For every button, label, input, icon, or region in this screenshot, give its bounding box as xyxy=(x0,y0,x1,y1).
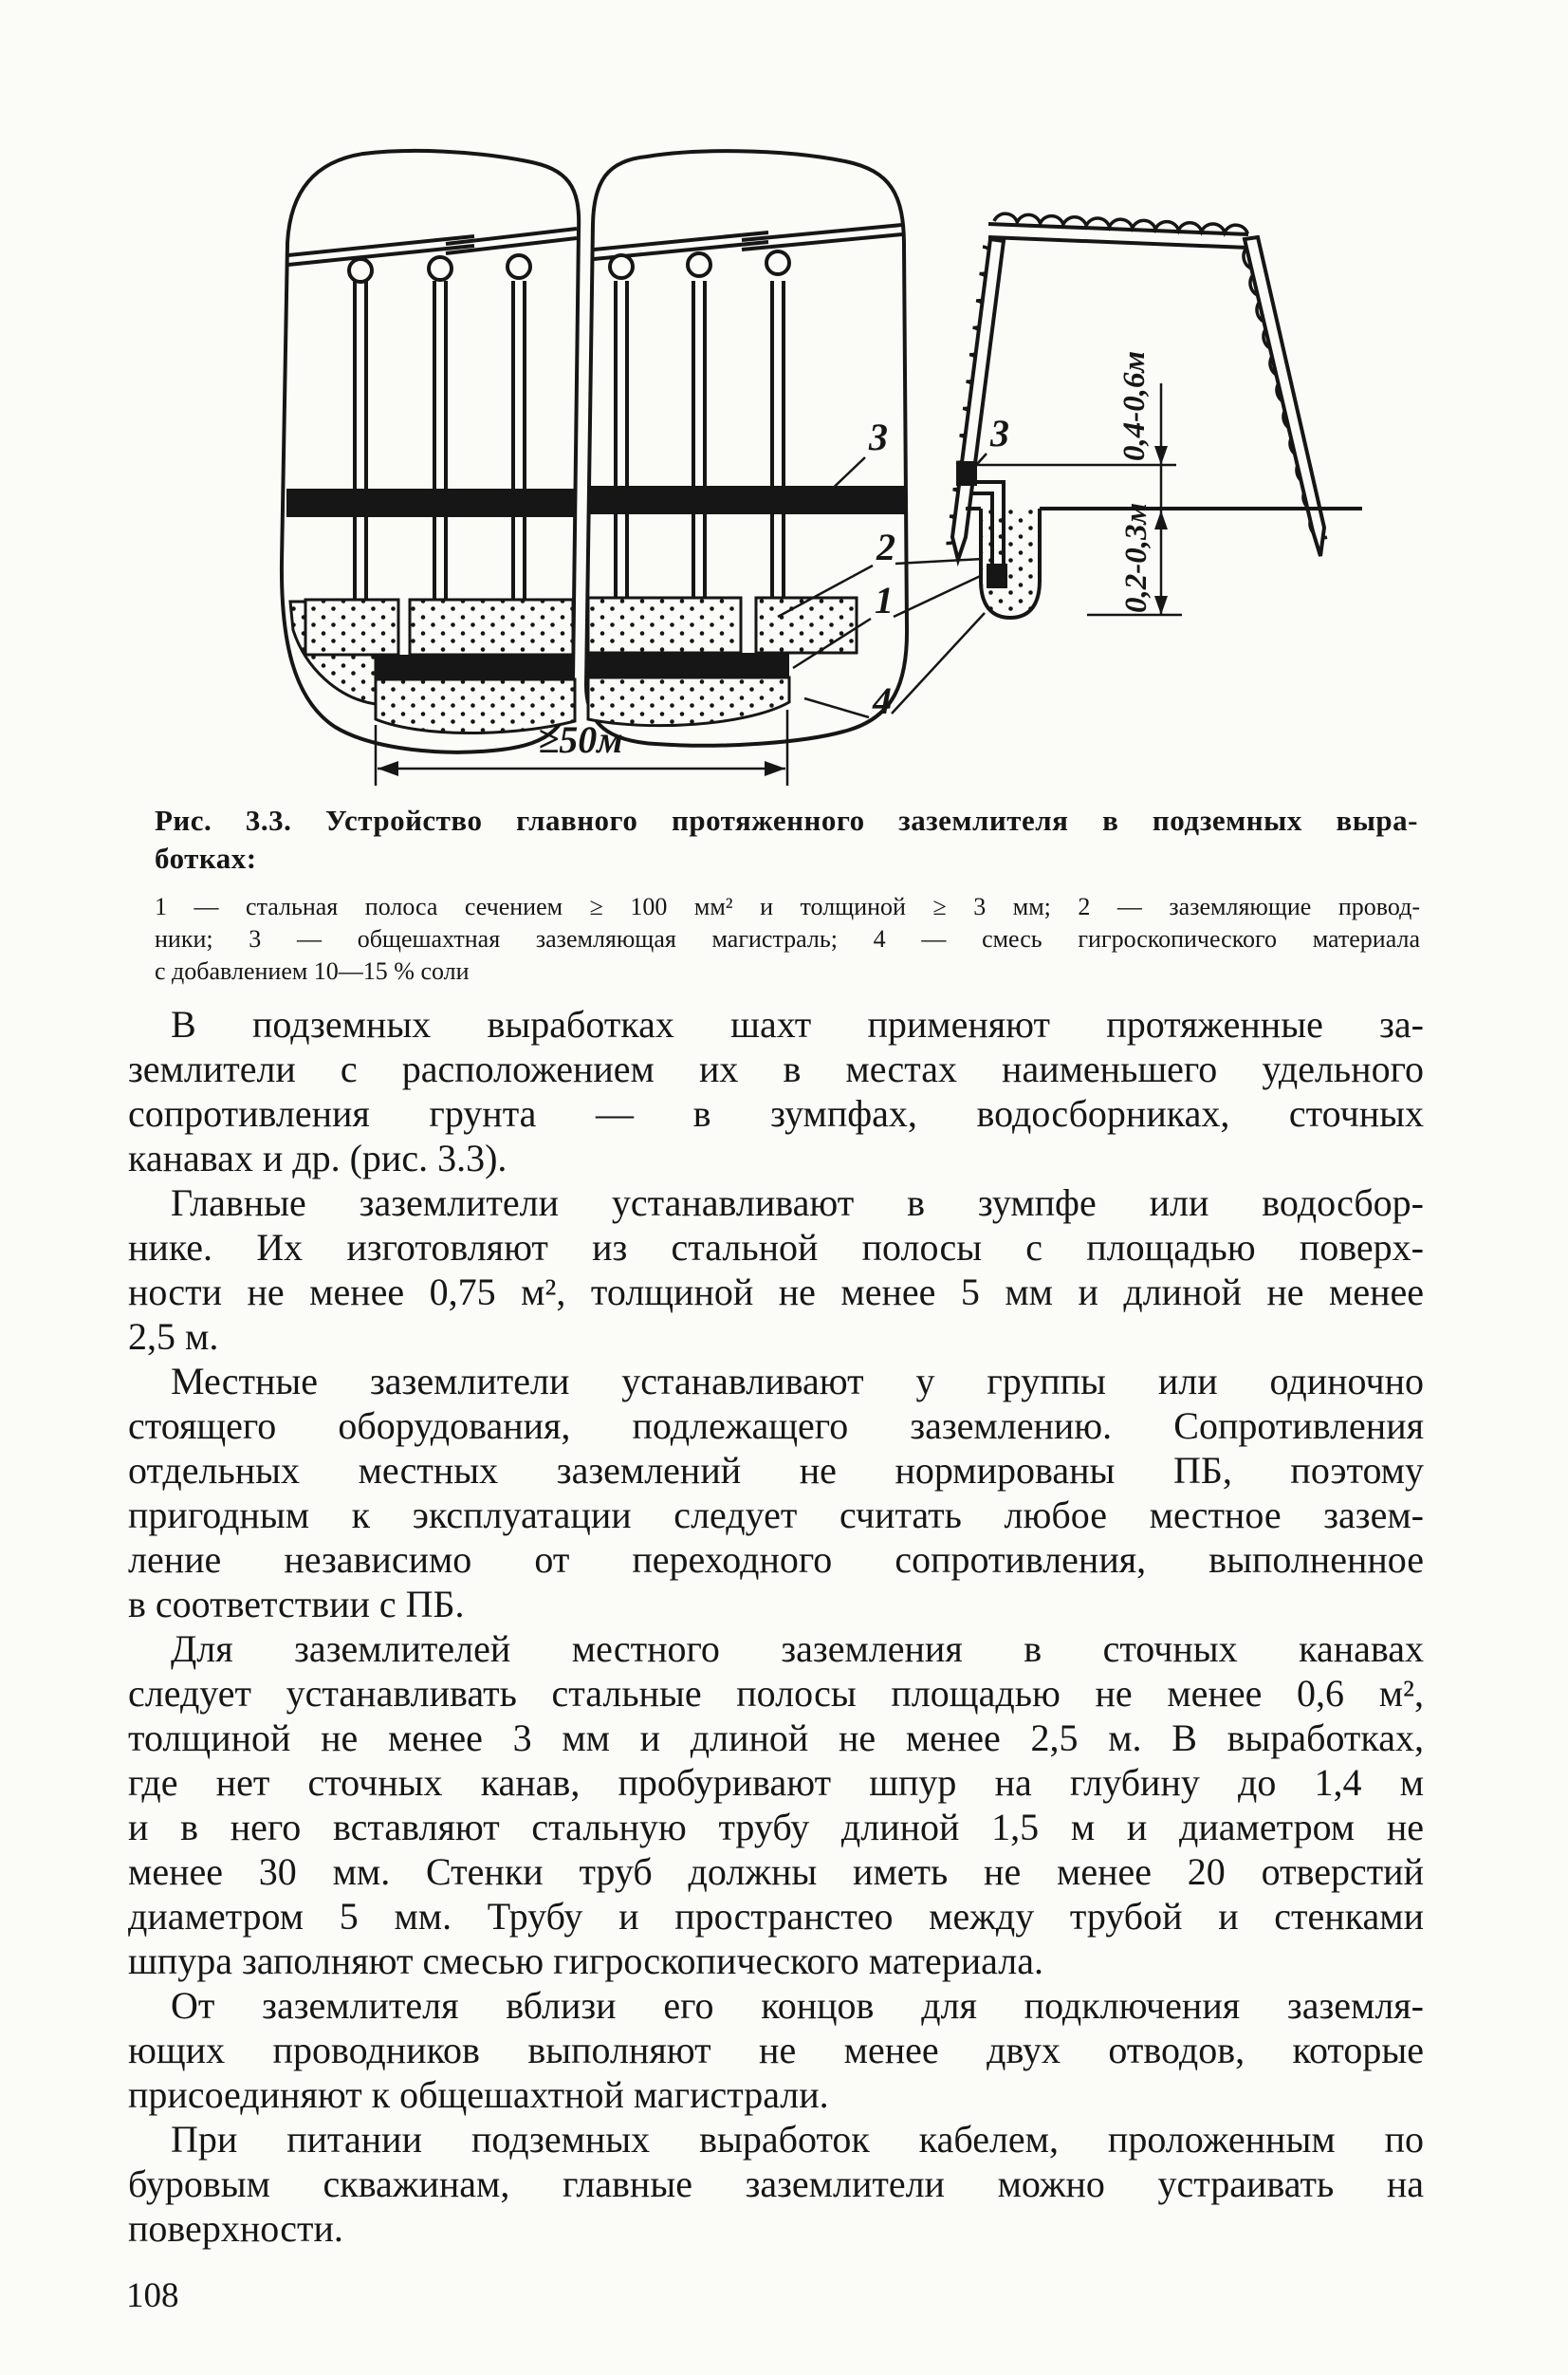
body-line: землители с расположением их в местах наименьшего удельного xyxy=(128,1048,1424,1090)
arrowhead-down-icon xyxy=(1154,446,1168,465)
body-line: канавах и др. (рис. 3.3). xyxy=(128,1137,507,1179)
arrowhead-left-icon xyxy=(378,761,398,776)
legend-line: с добавлением 10—15 % соли xyxy=(155,957,470,985)
body-line: нике. Их изготовляют из стальной полосы с площадью поверх- xyxy=(128,1226,1424,1269)
dimension-span-label: ≥50м xyxy=(538,718,623,761)
body-line: шпура заполняют смесью гигроскопического материала. xyxy=(128,1939,1043,1982)
body-line: 2,5 м. xyxy=(128,1315,219,1358)
arrowhead-down2-icon xyxy=(1154,596,1168,615)
body-text xyxy=(128,1002,1424,2251)
local-earther-block xyxy=(987,564,1007,588)
body-line: ности не менее 0,75 м², толщиной не менее 5 мм и длиной не менее xyxy=(128,1271,1424,1313)
body-line: пригодным к эксплуатации следует считать любое местное зазем- xyxy=(128,1494,1424,1536)
ground-bus-band-right xyxy=(588,486,907,514)
body-line: где нет сточных канав, пробуривают шпур на глубину до 1,4 м xyxy=(128,1761,1424,1804)
body-line: в соответствии с ПБ. xyxy=(128,1583,465,1625)
body-line: толщиной не менее 3 мм и длиной не менее 2,5 м. В выработках, xyxy=(128,1716,1424,1759)
page-number: 108 xyxy=(126,2276,179,2315)
figure-caption-legend xyxy=(155,891,1420,988)
caption-title-line: ботках: xyxy=(155,842,257,875)
body-line: буровым скважинам, главные заземлители можно устраивать на xyxy=(128,2162,1424,2205)
callout-1-label: 1 xyxy=(875,579,894,622)
arrowhead-up-icon xyxy=(1154,510,1168,529)
longitudinal-section-view xyxy=(282,151,907,786)
callout-3-right-label: 3 xyxy=(990,412,1009,455)
dimension-above-floor-label: 0,4-0,6м xyxy=(1117,350,1152,461)
body-line: ющих проводников выполняют не менее двух отводов, которые xyxy=(128,2029,1424,2071)
body-line: поверхности. xyxy=(128,2207,343,2250)
caption-title-line: Рис. 3.3. Устройство главного протяженного заземлителя в подземных выра- xyxy=(155,804,1418,837)
body-line: и в него вставляют стальную трубу длиной 1,5 м и диаметром не xyxy=(128,1806,1424,1848)
body-line: присоединяют к общешахтной магистрали. xyxy=(128,2073,829,2116)
body-line: Для заземлителей местного заземления в сточных канавах xyxy=(171,1627,1424,1670)
body-line: Главные заземлители устанавливают в зумпфе или водосбор- xyxy=(171,1181,1424,1224)
figure-3-3-diagram xyxy=(0,0,1568,802)
arrowhead-right-icon xyxy=(765,761,785,776)
body-line: менее 30 мм. Стенки труб должны иметь не менее 20 отверстий xyxy=(128,1850,1424,1893)
body-line: отдельных местных заземлений не нормированы ПБ, поэтому xyxy=(128,1449,1424,1492)
ditch-outline xyxy=(981,509,1040,618)
body-line: Местные заземлители устанавливают у группы или одиночно xyxy=(171,1360,1424,1402)
steel-strip-left xyxy=(376,655,575,679)
legend-line: ники; 3 — общешахтная заземляющая магистраль; 4 — смесь гигроскопического материала xyxy=(155,925,1420,953)
ground-bus-band-left xyxy=(286,489,577,517)
body-line: При питании подземных выработок кабелем, проложенным по xyxy=(171,2118,1424,2161)
legend-line: 1 — стальная полоса сечением ≥ 100 мм² и толщиной ≥ 3 мм; 2 — заземляющие провод- xyxy=(155,893,1420,920)
bus-clamp-on-leg xyxy=(956,461,977,486)
body-line: диаметром 5 мм. Трубу и пространстео между трубой и стенками xyxy=(128,1895,1424,1938)
body-line: В подземных выработках шахт применяют протяженные за- xyxy=(171,1003,1424,1046)
body-line: следует устанавливать стальные полосы площадью не менее 0,6 м², xyxy=(128,1672,1424,1715)
body-line: сопротивления грунта — в зумпфах, водосборниках, сточных xyxy=(128,1092,1424,1135)
steel-strip-right xyxy=(588,653,789,677)
figure-caption-title xyxy=(155,802,1418,878)
top-beam xyxy=(988,224,1248,248)
callout-2-label: 2 xyxy=(876,526,895,568)
body-line: От заземлителя вблизи его концов для подключения заземля- xyxy=(171,1984,1424,2027)
body-line: стоящего оборудования, подлежащего заземлению. Сопротивления xyxy=(128,1404,1424,1447)
dimension-below-floor-label: 0,2-0,3м xyxy=(1119,502,1153,613)
callout-4-label: 4 xyxy=(873,679,892,722)
body-line: ление независимо от переходного сопротивления, выполненное xyxy=(128,1538,1424,1581)
callout-3-left-label: 3 xyxy=(869,416,888,458)
